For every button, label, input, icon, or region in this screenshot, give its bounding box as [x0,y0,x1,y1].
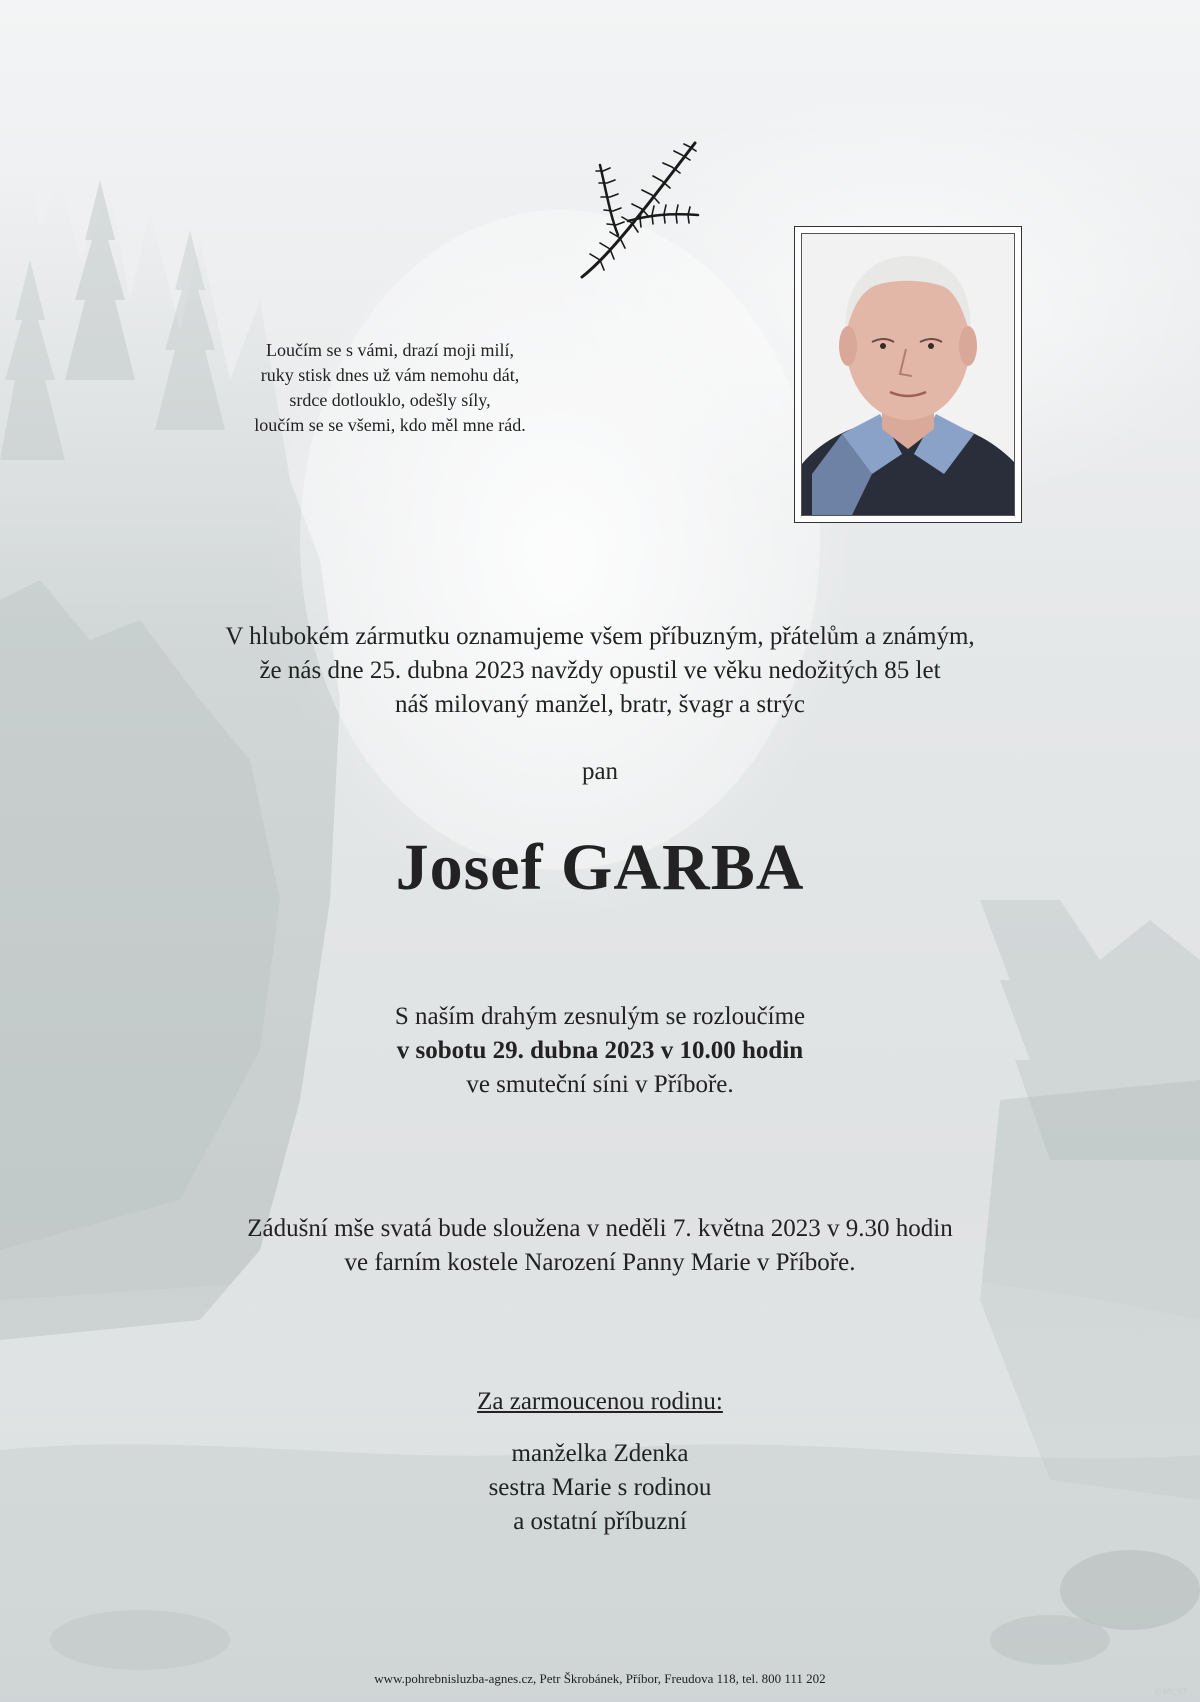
farewell-date-time: v sobotu 29. dubna 2023 v 10.00 hodin [396,1037,804,1064]
announcement-text [0,620,1200,722]
family-heading-text: Za zarmoucenou rodinu: [477,1388,723,1415]
portrait-frame [794,226,1022,523]
mass-info [0,1212,1200,1280]
poem-line: ruky stisk dnes už vám nemohu dát, [260,365,520,385]
portrait-photo [801,233,1015,516]
deceased-name: Josef GARBA [395,831,805,904]
salutation: pan [581,758,619,785]
mass-line: ve farním kostele Narození Panny Marie v Příboře. [344,1249,856,1276]
family-heading [0,1385,1200,1419]
family-members [0,1437,1200,1539]
farewell-poem [180,338,600,438]
spruce-branch-icon [570,135,710,285]
farewell-place: ve smuteční síni v Příboře. [466,1071,734,1098]
family-member: sestra Marie s rodinou [488,1474,712,1501]
announcement-line: V hlubokém zármutku oznamujeme všem příbuzným, přátelům a známým, [225,623,975,650]
family-member: manželka Zdenka [511,1440,689,1467]
announcement-line: že nás dne 25. dubna 2023 navždy opustil ve věku nedožitých 85 let [259,657,941,684]
announcement-line: náš milovaný manžel, bratr, švagr a strýc [395,691,805,718]
farewell-info [0,1000,1200,1102]
poem-line: srdce dotlouklo, odešly síly, [289,390,491,410]
footer-contact: www.pohrebnisluzba-agnes.cz, Petr Škrobánek, Příbor, Freudova 118, tel. 800 111 202 [374,1671,826,1686]
farewell-line: S naším drahým zesnulým se rozloučíme [394,1003,806,1030]
poem-line: loučím se se všemi, kdo měl mne rád. [254,415,526,435]
poem-line: Loučím se s vámi, drazí moji milí, [266,340,514,360]
corner-mark: ©MCST [1153,1688,1188,1698]
mass-line: Zádušní mše svatá bude sloužena v neděli 7. května 2023 v 9.30 hodin [247,1215,953,1242]
family-member: a ostatní příbuzní [513,1508,687,1535]
